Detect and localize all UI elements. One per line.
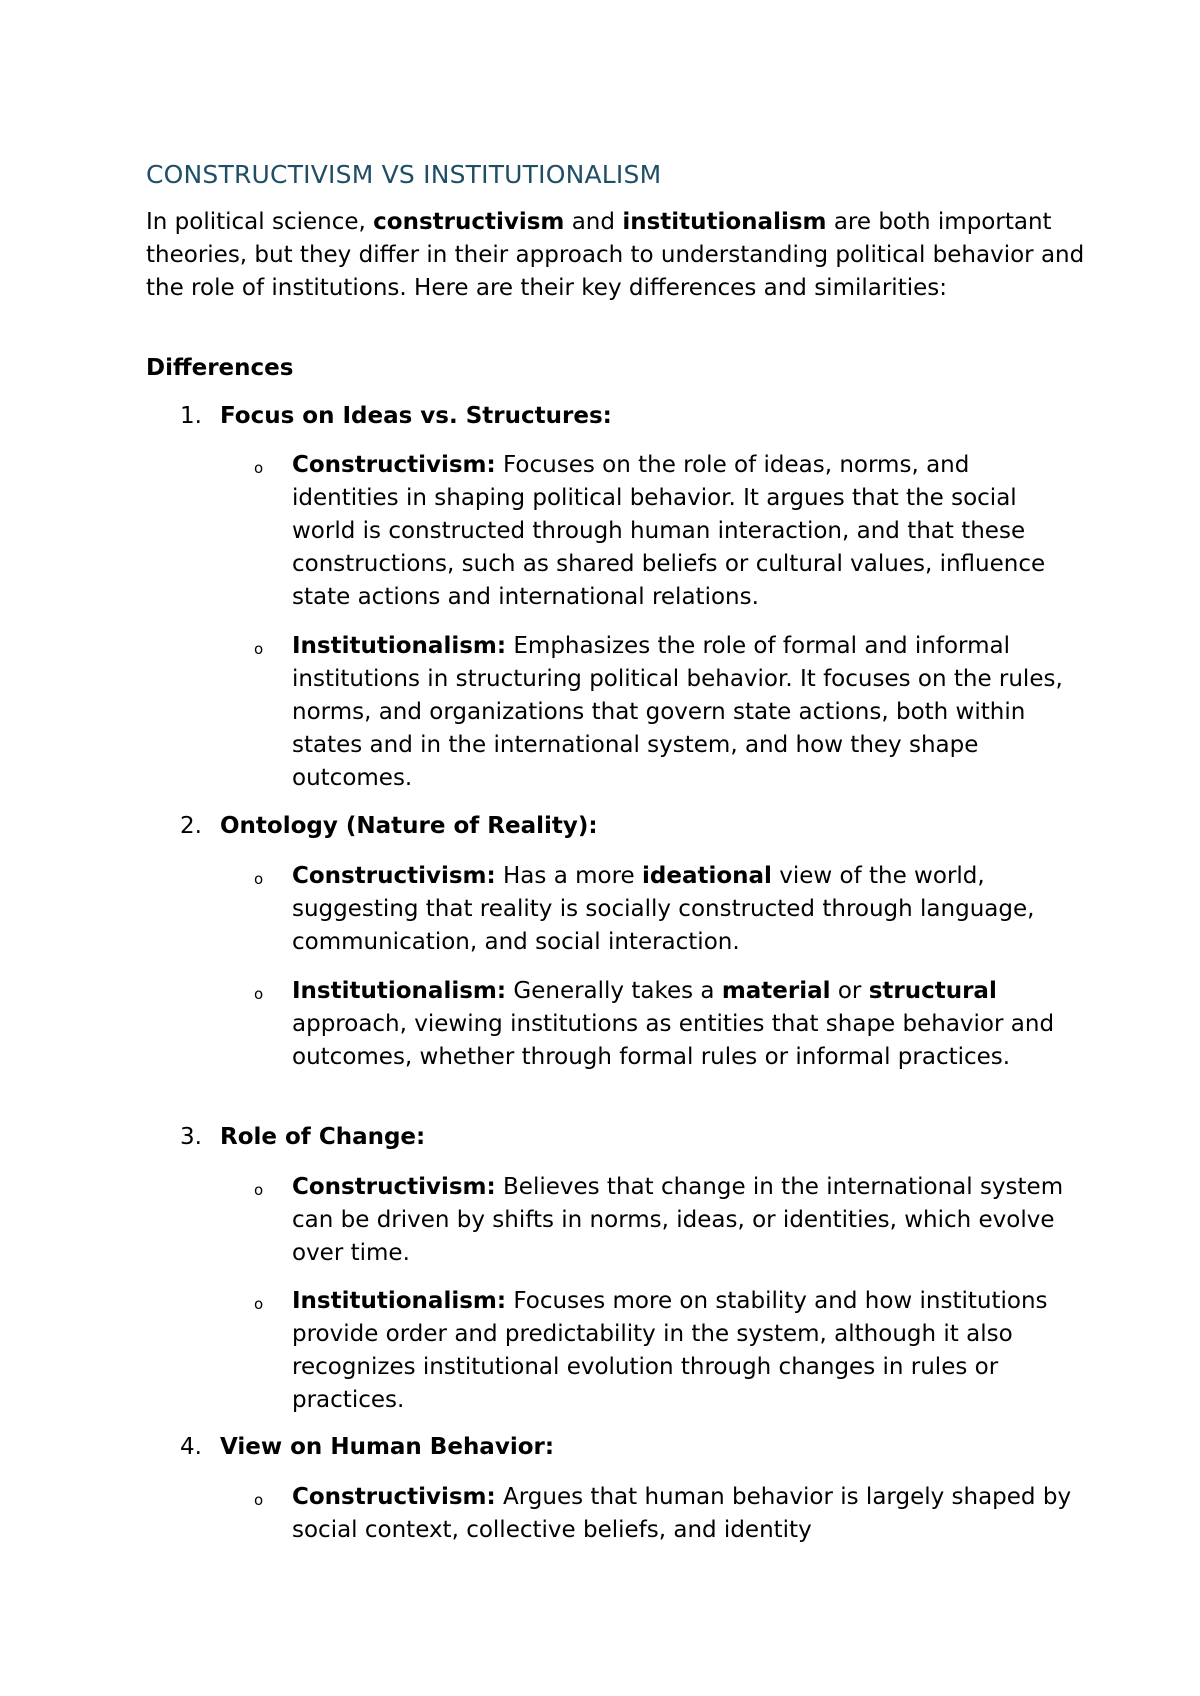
numbered-item — [180, 810, 598, 843]
bullet-label: Institutionalism: — [292, 633, 507, 659]
numbered-item — [180, 400, 612, 433]
item-label: Ontology (Nature of Reality): — [220, 813, 598, 839]
bullet-item — [254, 1171, 1082, 1270]
bullet-text: Has a more — [495, 863, 642, 889]
bullet-marker: o — [254, 1491, 264, 1509]
item-label: Focus on Ideas vs. Structures: — [220, 403, 612, 429]
bullet-marker: o — [254, 870, 264, 888]
bullet-bold-term: ideational — [642, 863, 772, 889]
bullet-item — [254, 630, 1082, 795]
item-number: 1. — [180, 403, 202, 429]
bullet-marker: o — [254, 985, 264, 1003]
bullet-text: view of the world, suggesting that reality is socially constructed through language, communication, and social interaction. — [292, 863, 1035, 955]
bullet-marker: o — [254, 1295, 264, 1313]
item-number: 4. — [180, 1434, 202, 1460]
section-heading: Differences — [146, 355, 294, 381]
bullet-marker: o — [254, 640, 264, 658]
bullet-item — [254, 1481, 1082, 1547]
intro-text: are both important theories, but they differ in their approach to understanding political behavior and the role of institutions. Here are their key differences and similarities: — [146, 209, 1085, 301]
item-number: 2. — [180, 813, 202, 839]
item-label: Role of Change: — [220, 1124, 426, 1150]
bullet-text: Focuses on the role of ideas, norms, and identities in shaping political behavior. It argues that the social world is constructed through human interaction, and that these constructions, such as shared beliefs or cultural values, influence state actions and international relations. — [292, 452, 1046, 610]
item-label: View on Human Behavior: — [220, 1434, 555, 1460]
intro-text: In political science, — [146, 209, 374, 235]
bullet-label: Institutionalism: — [292, 1288, 507, 1314]
intro-paragraph — [146, 206, 1086, 305]
bullet-text: Generally takes a — [506, 978, 722, 1004]
bullet-bold-term: material — [721, 978, 831, 1004]
intro-bold-term: constructivism — [373, 209, 565, 235]
bullet-text: approach, viewing institutions as entities that shape behavior and outcomes, whether through formal rules or informal practices. — [292, 1011, 1055, 1070]
bullet-item — [254, 975, 1082, 1074]
numbered-item — [180, 1431, 554, 1464]
bullet-item — [254, 1285, 1082, 1417]
item-number: 3. — [180, 1124, 202, 1150]
bullet-label: Constructivism: — [292, 1174, 496, 1200]
bullet-label: Institutionalism: — [292, 978, 507, 1004]
bullet-label: Constructivism: — [292, 863, 496, 889]
bullet-label: Constructivism: — [292, 452, 496, 478]
bullet-label: Constructivism: — [292, 1484, 496, 1510]
bullet-item — [254, 860, 1082, 959]
document-title: CONSTRUCTIVISM VS INSTITUTIONALISM — [146, 160, 662, 189]
bullet-text: Argues that human behavior is largely shaped by social context, collective beliefs, and identity — [292, 1484, 1072, 1543]
intro-text: and — [564, 209, 623, 235]
bullet-bold-term: structural — [868, 978, 997, 1004]
bullet-marker: o — [254, 459, 264, 477]
bullet-item — [254, 449, 1082, 614]
bullet-text: Emphasizes the role of formal and informal institutions in structuring political behavior. It focuses on the rules, norms, and organizations that govern state actions, both within states and in the international system, and how they shape outcomes. — [292, 633, 1063, 791]
bullet-marker: o — [254, 1181, 264, 1199]
intro-bold-term: institutionalism — [622, 209, 827, 235]
bullet-text: or — [830, 978, 869, 1004]
numbered-item — [180, 1121, 425, 1154]
bullet-text: Believes that change in the international system can be driven by shifts in norms, ideas, or identities, which evolve over time. — [292, 1174, 1064, 1266]
bullet-text: Focuses more on stability and how institutions provide order and predictability in the system, although it also recognizes institutional evolution through changes in rules or practices. — [292, 1288, 1048, 1413]
